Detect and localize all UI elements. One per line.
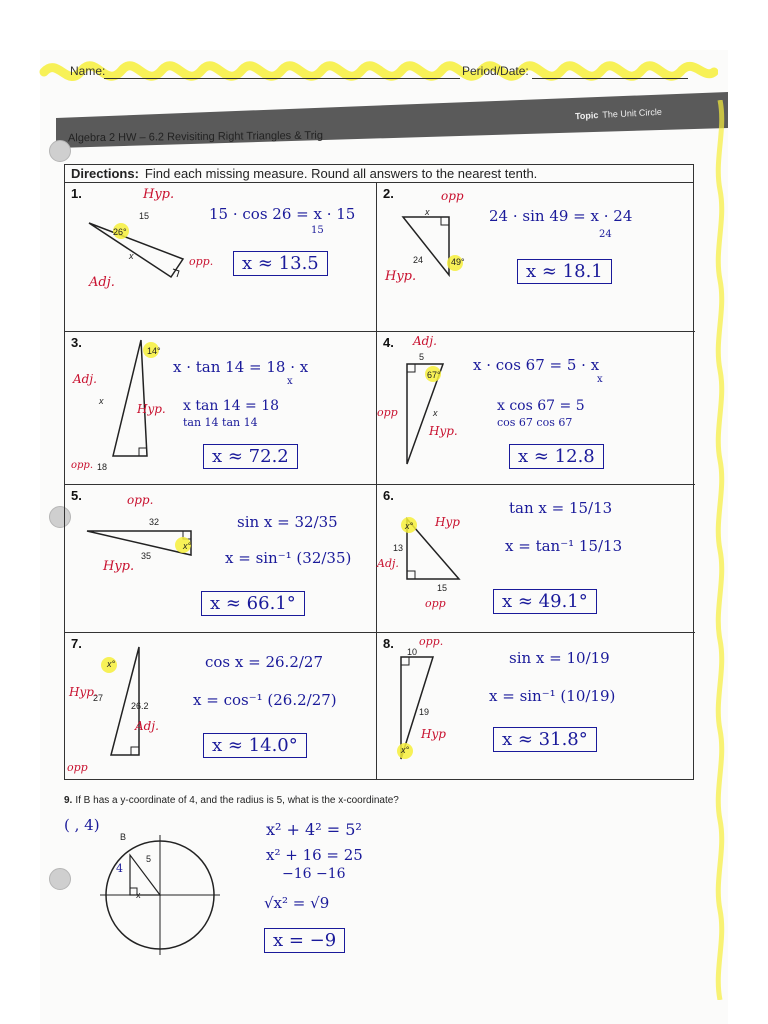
problem-number: 8. [383, 636, 394, 651]
note-hyp: Hyp. [103, 559, 135, 574]
name-field[interactable] [104, 78, 460, 79]
q9-answer-box: x = −9 [264, 928, 345, 953]
answer-box: x ≈ 18.1 [517, 259, 612, 284]
q9-work-line-2: x² + 16 = 25 [266, 846, 363, 864]
note-opp: opp [425, 597, 446, 610]
answer-box: x ≈ 66.1° [201, 591, 305, 616]
triangle-diagram [377, 183, 695, 332]
period-date-label: Period/Date: [462, 64, 529, 78]
note-hyp: Hyp. [69, 685, 98, 699]
topic-value: The Unit Circle [602, 106, 663, 120]
side-label: 4 [116, 862, 123, 875]
side-label: 32 [149, 517, 160, 527]
problem-number: 2. [383, 186, 394, 201]
work-line-2: x = tan⁻¹ 15/13 [505, 537, 623, 555]
period-date-field[interactable] [532, 78, 688, 79]
answer-box: x ≈ 72.2 [203, 444, 298, 469]
problem-1 [65, 183, 377, 332]
note-adj: Adj. [73, 372, 97, 386]
problem-4 [377, 332, 695, 485]
side-label: 15 [437, 583, 448, 593]
problem-number: 6. [383, 488, 394, 503]
work-line-1: sin x = 10/19 [509, 649, 610, 667]
answer-box: x ≈ 13.5 [233, 251, 328, 276]
unknown-angle-label: x° [183, 541, 192, 551]
work-line-2: 24 [599, 229, 612, 240]
note-hyp: Hyp. [385, 269, 417, 284]
q9-work-line-1: x² + 4² = 5² [266, 820, 362, 839]
work-line-1: 24 · sin 49 = x · 24 [489, 207, 633, 225]
side-label: 26.2 [131, 701, 149, 711]
unknown-label: x [425, 207, 430, 217]
topic-label-key: Topic [574, 110, 599, 122]
angle-label: 14° [147, 346, 161, 356]
angle-label: 26° [113, 227, 127, 237]
note-hyp: Hyp [435, 515, 460, 529]
work-line-1: cos x = 26.2/27 [205, 653, 324, 671]
side-label: 18 [97, 462, 108, 472]
punch-hole-bottom [49, 868, 71, 890]
q9-work-line-4: √x² = √9 [264, 894, 330, 912]
note-opp: opp [67, 761, 88, 774]
side-label: 5 [419, 352, 425, 362]
work-line-1: x · tan 14 = 18 · x [173, 358, 309, 376]
side-label: 10 [407, 647, 418, 657]
note-opp: opp [377, 406, 398, 419]
point-b-label: B [120, 832, 127, 842]
note-opp: opp. [127, 493, 154, 507]
note-opp: opp. [71, 460, 94, 471]
answer-box: x ≈ 14.0° [203, 733, 307, 758]
answer-box: x ≈ 31.8° [493, 727, 597, 752]
name-label: Name: [70, 64, 106, 78]
problem-3 [65, 332, 377, 485]
unknown-label: x [433, 408, 438, 418]
side-label: 35 [141, 551, 152, 561]
work-line-4: tan 14 tan 14 [183, 416, 258, 429]
question-number: 9. [64, 795, 73, 806]
problem-2 [377, 183, 695, 332]
unknown-angle-label: x° [405, 521, 414, 531]
radius-label: 5 [146, 854, 152, 864]
note-opp: opp. [189, 255, 214, 268]
work-line-2: x [597, 374, 603, 385]
work-line-2: x = sin⁻¹ (10/19) [489, 687, 616, 705]
side-label: 15 [139, 211, 150, 221]
answer-box: x ≈ 49.1° [493, 589, 597, 614]
problem-6 [377, 485, 695, 633]
note-hyp: Hyp [421, 727, 446, 741]
work-line-1: 15 · cos 26 = x · 15 [209, 205, 356, 223]
problem-number: 7. [71, 636, 82, 651]
problems-grid [64, 164, 694, 780]
x-label: x [136, 890, 141, 900]
problem-7 [65, 633, 377, 779]
note-opp: opp [441, 189, 464, 203]
punch-hole-top [49, 140, 71, 162]
angle-label: 49° [451, 257, 465, 267]
question-text: If B has a y-coordinate of 4, and the radius is 5, what is the x-coordinate? [75, 795, 399, 806]
work-line-2: x = cos⁻¹ (26.2/27) [193, 691, 337, 709]
answer-box: x ≈ 12.8 [509, 444, 604, 469]
work-line-1: tan x = 15/13 [509, 499, 613, 517]
work-line-3: x tan 14 = 18 [183, 398, 280, 414]
note-opp: opp. [419, 635, 444, 648]
angle-label: 67° [427, 370, 441, 380]
q9-work-line-3: −16 −16 [282, 866, 346, 882]
side-label: 13 [393, 543, 404, 553]
unknown-angle-label: x° [401, 745, 410, 755]
work-line-1: sin x = 32/35 [237, 513, 338, 531]
work-line-2: x = sin⁻¹ (32/35) [225, 549, 352, 567]
work-line-1: x · cos 67 = 5 · x [473, 356, 600, 374]
homework-title: Algebra 2 HW – 6.2 Revisiting Right Triangles & Trig [67, 129, 324, 145]
directions [65, 165, 693, 183]
side-label: 27 [93, 693, 104, 703]
work-line-3: x cos 67 = 5 [497, 398, 585, 414]
note-adj: Adj. [413, 334, 437, 348]
work-line-2: 15 [311, 225, 324, 236]
note-hyp: Hyp. [137, 402, 166, 416]
problem-number: 1. [71, 186, 82, 201]
side-label: 24 [413, 255, 424, 265]
directions-text: Find each missing measure. Round all answers to the nearest tenth. [144, 166, 538, 181]
side-label: 19 [419, 707, 430, 717]
note-adj: Adj. [135, 719, 159, 733]
highlighter-margin-squiggle [712, 100, 728, 1000]
problem-number: 4. [383, 335, 394, 350]
problem-8 [377, 633, 695, 779]
note-hyp: Hyp. [429, 424, 458, 438]
directions-label: Directions: [71, 166, 139, 181]
problem-5 [65, 485, 377, 633]
coordinate-note: ( , 4) [64, 816, 100, 834]
note-hyp: Hyp. [143, 187, 175, 202]
question-9 [64, 795, 399, 806]
unknown-angle-label: x° [107, 659, 116, 669]
problem-number: 5. [71, 488, 82, 503]
problem-number: 3. [71, 335, 82, 350]
note-adj: Adj. [377, 557, 399, 570]
unknown-label: x [99, 396, 104, 406]
unknown-label: x [129, 251, 134, 261]
unit-circle-diagram [100, 820, 220, 970]
work-line-4: cos 67 cos 67 [497, 416, 573, 429]
note-adj: Adj. [89, 275, 115, 290]
work-line-2: x [287, 376, 293, 387]
